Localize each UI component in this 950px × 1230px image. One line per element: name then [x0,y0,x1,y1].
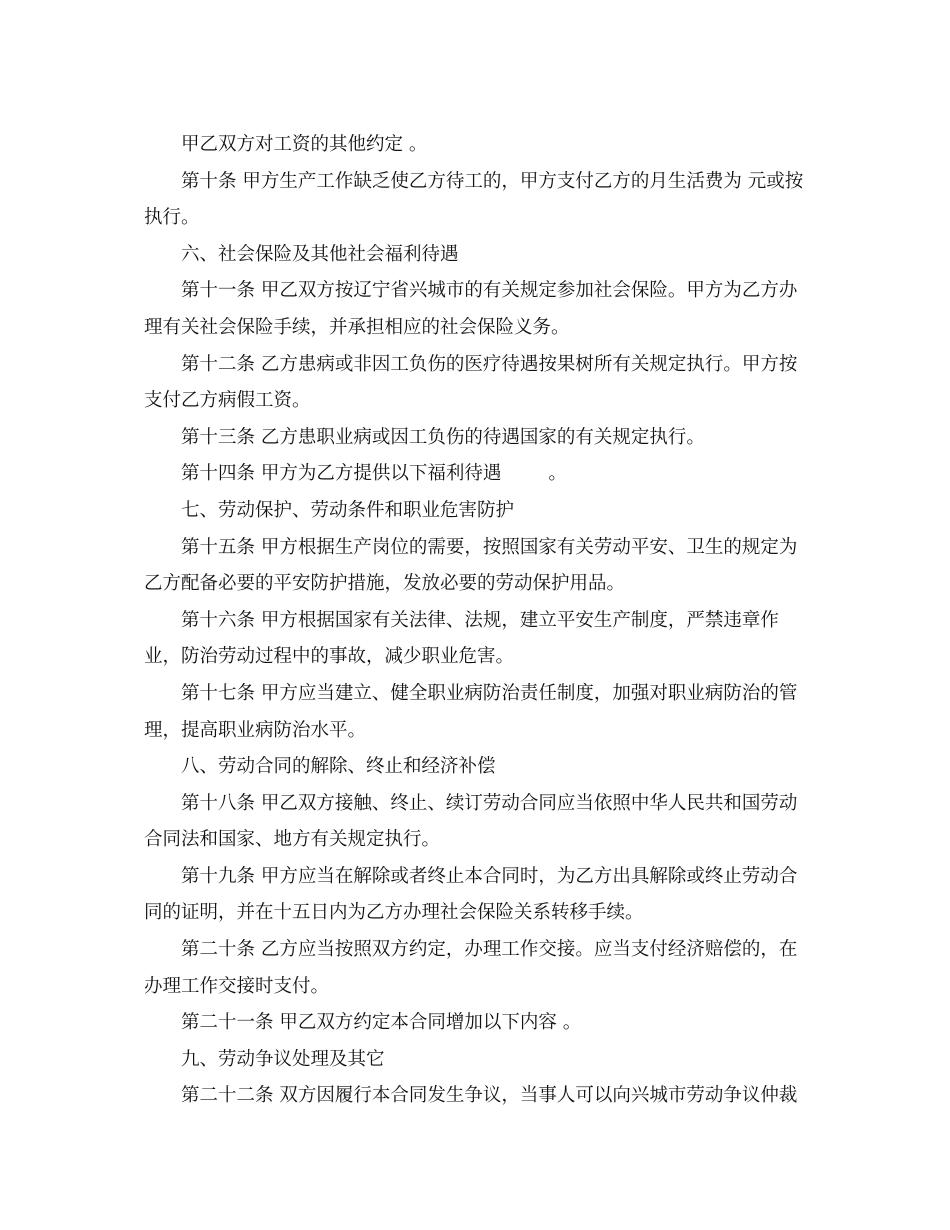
text-line: 第十条 甲方生产工作缺乏使乙方待工的，甲方支付乙方的月生活费为 元或按 [181,170,804,192]
section-heading: 九、劳动争议处理及其它 [181,1048,385,1070]
text-line: 第十五条 甲方根据生产岗位的需要，按照国家有关劳动平安、卫生的规定为 [181,536,798,558]
section-heading: 七、劳动保护、劳动条件和职业危害防护 [181,499,515,521]
text-line: 第十二条 乙方患病或非因工负伤的医疗待遇按果树所有关规定执行。甲方按 [181,353,798,375]
text-line: 同的证明，并在十五日内为乙方办理社会保险关系转移手续。 [144,902,644,924]
text-line: 第二十条 乙方应当按照双方约定，办理工作交接。应当支付经济赔偿的，在 [181,939,798,961]
section-heading: 六、社会保险及其他社会福利待遇 [181,243,459,265]
text-line: 第十一条 甲乙双方按辽宁省兴城市的有关规定参加社会保险。甲方为乙方办 [181,280,798,302]
text-line: 合同法和国家、地方有关规定执行。 [144,829,441,851]
text-line: 理有关社会保险手续，并承担相应的社会保险义务。 [144,316,570,338]
section-heading: 八、劳动合同的解除、终止和经济补偿 [181,756,496,778]
document-body [144,127,808,1115]
text-line: 第十六条 甲方根据国家有关法律、法规，建立平安生产制度，严禁违章作 [181,609,779,631]
text-line: 第十三条 乙方患职业病或因工负伤的待遇国家的有关规定执行。 [181,426,705,448]
text-line: 业，防治劳动过程中的事故，减少职业危害。 [144,646,515,668]
text-line: 第二十一条 甲乙双方约定本合同增加以下内容 。 [181,1012,582,1034]
text-line: 第二十二条 双方因履行本合同发生争议，当事人可以向兴城市劳动争议仲裁 [181,1085,798,1107]
text-line: 乙方配备必要的平安防护措施，发放必要的劳动保护用品。 [144,573,626,595]
text-line: 第十七条 甲方应当建立、健全职业病防治责任制度，加强对职业病防治的管 [181,682,798,704]
text-line: 第十九条 甲方应当在解除或者终止本合同时，为乙方出具解除或终止劳动合 [181,865,798,887]
text-line: 第十四条 甲方为乙方提供以下福利待遇 。 [181,463,567,485]
text-line: 办理工作交接时支付。 [144,975,330,997]
text-line: 执行。 [144,207,200,229]
text-line: 甲乙双方对工资的其他约定 。 [181,134,428,155]
text-line: 理，提高职业病防治水平。 [144,719,367,741]
text-line: 支付乙方病假工资。 [144,390,311,412]
text-line: 第十八条 甲乙双方接触、终止、续订劳动合同应当依照中华人民共和国劳动 [181,792,798,814]
